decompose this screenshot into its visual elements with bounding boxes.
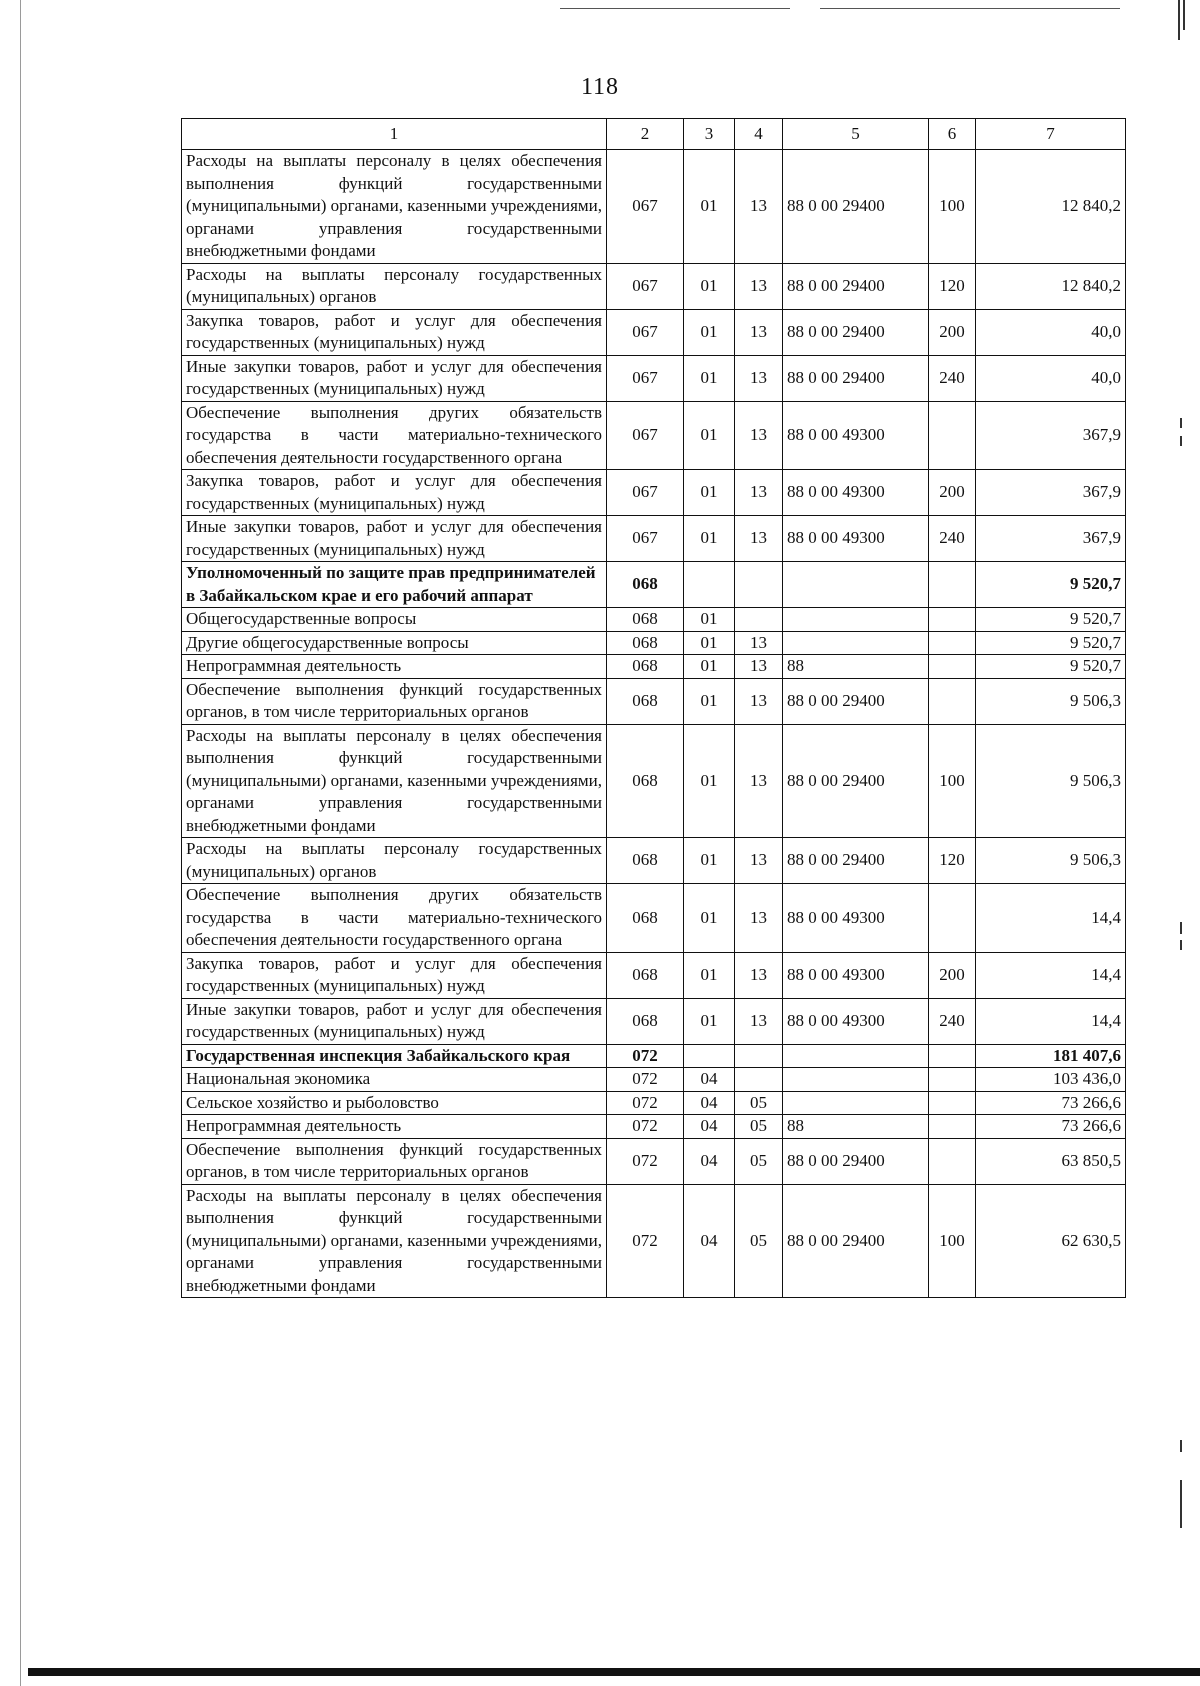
row-amount: 14,4 (976, 998, 1126, 1044)
row-name-cell: Иные закупки товаров, работ и услуг для обеспечения государственных (муниципальных) нужд (182, 516, 607, 562)
row-amount: 181 407,6 (976, 1044, 1126, 1068)
row-name-cell: Уполномоченный по защите прав предпринимателей в Забайкальском крае и его рабочий аппарат (182, 562, 607, 608)
row-gv-code: 067 (607, 470, 684, 516)
row-gv-code: 068 (607, 562, 684, 608)
header-col-7: 7 (976, 119, 1126, 150)
row-name-cell: Иные закупки товаров, работ и услуг для обеспечения государственных (муниципальных) нужд (182, 998, 607, 1044)
header-col-6: 6 (929, 119, 976, 150)
row-section-code: 04 (684, 1184, 735, 1298)
row-target-code: 88 (783, 1115, 929, 1139)
row-target-code: 88 0 00 29400 (783, 309, 929, 355)
row-expense-type-code: 240 (929, 355, 976, 401)
table-row (182, 724, 1126, 838)
row-gv-code: 067 (607, 355, 684, 401)
row-gv-code: 072 (607, 1184, 684, 1298)
row-amount: 63 850,5 (976, 1138, 1126, 1184)
row-subsection-code: 13 (735, 355, 783, 401)
row-expense-type-code (929, 1138, 976, 1184)
row-amount: 9 506,3 (976, 838, 1126, 884)
row-target-code: 88 0 00 49300 (783, 998, 929, 1044)
row-section-code: 01 (684, 724, 735, 838)
row-name-cell: Закупка товаров, работ и услуг для обеспечения государственных (муниципальных) нужд (182, 470, 607, 516)
row-gv-code: 067 (607, 401, 684, 470)
table-row (182, 470, 1126, 516)
row-expense-type-code (929, 401, 976, 470)
row-section-code: 01 (684, 516, 735, 562)
row-amount: 367,9 (976, 470, 1126, 516)
row-amount: 103 436,0 (976, 1068, 1126, 1092)
row-expense-type-code (929, 1068, 976, 1092)
row-gv-code: 067 (607, 309, 684, 355)
table-row (182, 608, 1126, 632)
table-row (182, 952, 1126, 998)
row-amount: 14,4 (976, 952, 1126, 998)
row-section-code: 01 (684, 655, 735, 679)
row-subsection-code: 13 (735, 838, 783, 884)
row-target-code: 88 0 00 29400 (783, 724, 929, 838)
row-section-code (684, 562, 735, 608)
row-amount: 62 630,5 (976, 1184, 1126, 1298)
row-amount: 12 840,2 (976, 150, 1126, 264)
row-section-code: 04 (684, 1115, 735, 1139)
row-amount: 12 840,2 (976, 263, 1126, 309)
row-target-code: 88 0 00 29400 (783, 1138, 929, 1184)
row-gv-code: 068 (607, 631, 684, 655)
row-name-cell: Расходы на выплаты персоналу государственных (муниципальных) органов (182, 263, 607, 309)
row-name-cell: Государственная инспекция Забайкальского края (182, 1044, 607, 1068)
row-name-cell: Непрограммная деятельность (182, 1115, 607, 1139)
header-col-1: 1 (182, 119, 607, 150)
row-subsection-code (735, 608, 783, 632)
row-expense-type-code: 200 (929, 470, 976, 516)
row-amount: 9 520,7 (976, 631, 1126, 655)
page-number: 118 (580, 74, 620, 100)
table-row (182, 998, 1126, 1044)
row-name-cell: Другие общегосударственные вопросы (182, 631, 607, 655)
row-section-code: 01 (684, 608, 735, 632)
row-target-code: 88 0 00 29400 (783, 263, 929, 309)
row-amount: 73 266,6 (976, 1091, 1126, 1115)
row-expense-type-code (929, 1115, 976, 1139)
row-amount: 9 506,3 (976, 724, 1126, 838)
table-row (182, 562, 1126, 608)
row-target-code: 88 (783, 655, 929, 679)
row-target-code: 88 0 00 49300 (783, 884, 929, 953)
row-target-code: 88 0 00 29400 (783, 1184, 929, 1298)
row-expense-type-code (929, 631, 976, 655)
table-row (182, 1091, 1126, 1115)
row-section-code: 01 (684, 150, 735, 264)
row-expense-type-code (929, 562, 976, 608)
row-target-code: 88 0 00 29400 (783, 355, 929, 401)
row-section-code: 01 (684, 401, 735, 470)
row-name-cell: Сельское хозяйство и рыболовство (182, 1091, 607, 1115)
row-target-code (783, 608, 929, 632)
row-expense-type-code (929, 1091, 976, 1115)
row-gv-code: 072 (607, 1115, 684, 1139)
row-section-code: 01 (684, 998, 735, 1044)
row-target-code: 88 0 00 29400 (783, 838, 929, 884)
row-amount: 40,0 (976, 309, 1126, 355)
row-expense-type-code (929, 1044, 976, 1068)
row-section-code: 01 (684, 470, 735, 516)
row-section-code (684, 1044, 735, 1068)
row-subsection-code: 13 (735, 309, 783, 355)
row-expense-type-code: 240 (929, 998, 976, 1044)
row-subsection-code (735, 562, 783, 608)
row-name-cell: Закупка товаров, работ и услуг для обеспечения государственных (муниципальных) нужд (182, 952, 607, 998)
row-subsection-code: 13 (735, 998, 783, 1044)
row-section-code: 01 (684, 263, 735, 309)
row-target-code: 88 0 00 29400 (783, 678, 929, 724)
row-name-cell: Расходы на выплаты персоналу в целях обеспечения выполнения функций государственными (муниципальными) органами, казенными учреждениями, органами управления государственными внебюджетными фондами (182, 1184, 607, 1298)
table-row (182, 678, 1126, 724)
row-name-cell: Иные закупки товаров, работ и услуг для обеспечения государственных (муниципальных) нужд (182, 355, 607, 401)
row-gv-code: 067 (607, 263, 684, 309)
row-subsection-code: 13 (735, 263, 783, 309)
scan-top-rule (560, 8, 790, 9)
row-gv-code: 072 (607, 1138, 684, 1184)
row-gv-code: 068 (607, 678, 684, 724)
row-subsection-code: 13 (735, 724, 783, 838)
row-amount: 9 506,3 (976, 678, 1126, 724)
row-name-cell: Расходы на выплаты персоналу в целях обеспечения выполнения функций государственными (муниципальными) органами, казенными учреждениями, органами управления государственными внебюджетными фондами (182, 724, 607, 838)
row-name-cell: Обеспечение выполнения других обязательств государства в части материально-технического обеспечения деятельности государственного органа (182, 884, 607, 953)
row-subsection-code: 13 (735, 631, 783, 655)
row-name-cell: Общегосударственные вопросы (182, 608, 607, 632)
row-amount: 367,9 (976, 516, 1126, 562)
row-gv-code: 068 (607, 724, 684, 838)
row-expense-type-code: 200 (929, 309, 976, 355)
table-row (182, 355, 1126, 401)
scan-top-rule-2 (820, 8, 1120, 9)
table-row (182, 516, 1126, 562)
row-amount: 9 520,7 (976, 562, 1126, 608)
row-gv-code: 068 (607, 952, 684, 998)
table-row (182, 838, 1126, 884)
row-section-code: 04 (684, 1138, 735, 1184)
table-row (182, 884, 1126, 953)
table-row (182, 1044, 1126, 1068)
row-name-cell: Обеспечение выполнения функций государственных органов, в том числе территориальных органов (182, 1138, 607, 1184)
row-amount: 40,0 (976, 355, 1126, 401)
row-target-code (783, 631, 929, 655)
table-body (182, 150, 1126, 1298)
row-subsection-code: 05 (735, 1115, 783, 1139)
table-row (182, 1184, 1126, 1298)
row-section-code: 01 (684, 355, 735, 401)
row-subsection-code (735, 1068, 783, 1092)
table-row (182, 263, 1126, 309)
row-gv-code: 072 (607, 1091, 684, 1115)
row-amount: 9 520,7 (976, 655, 1126, 679)
header-col-3: 3 (684, 119, 735, 150)
row-expense-type-code: 120 (929, 838, 976, 884)
table-row (182, 401, 1126, 470)
row-amount: 73 266,6 (976, 1115, 1126, 1139)
row-section-code: 04 (684, 1068, 735, 1092)
row-subsection-code: 13 (735, 884, 783, 953)
row-expense-type-code (929, 608, 976, 632)
row-expense-type-code: 100 (929, 150, 976, 264)
scan-right-marks (1172, 0, 1186, 1686)
row-subsection-code: 05 (735, 1091, 783, 1115)
row-name-cell: Непрограммная деятельность (182, 655, 607, 679)
row-target-code (783, 562, 929, 608)
row-section-code: 01 (684, 952, 735, 998)
row-target-code: 88 0 00 29400 (783, 150, 929, 264)
row-expense-type-code: 200 (929, 952, 976, 998)
row-name-cell: Обеспечение выполнения других обязательств государства в части материально-технического обеспечения деятельности государственного органа (182, 401, 607, 470)
row-target-code (783, 1044, 929, 1068)
row-expense-type-code: 240 (929, 516, 976, 562)
row-subsection-code (735, 1044, 783, 1068)
row-gv-code: 068 (607, 608, 684, 632)
row-gv-code: 067 (607, 516, 684, 562)
row-gv-code: 067 (607, 150, 684, 264)
row-target-code: 88 0 00 49300 (783, 516, 929, 562)
row-gv-code: 072 (607, 1068, 684, 1092)
row-expense-type-code: 100 (929, 1184, 976, 1298)
row-name-cell: Закупка товаров, работ и услуг для обеспечения государственных (муниципальных) нужд (182, 309, 607, 355)
table-row (182, 631, 1126, 655)
row-target-code (783, 1068, 929, 1092)
table-row (182, 1115, 1126, 1139)
row-section-code: 01 (684, 309, 735, 355)
row-section-code: 01 (684, 678, 735, 724)
row-section-code: 01 (684, 838, 735, 884)
table-row (182, 1068, 1126, 1092)
row-subsection-code: 13 (735, 470, 783, 516)
row-subsection-code: 13 (735, 678, 783, 724)
table-row (182, 655, 1126, 679)
row-name-cell: Национальная экономика (182, 1068, 607, 1092)
table-row (182, 150, 1126, 264)
row-subsection-code: 13 (735, 952, 783, 998)
row-expense-type-code: 120 (929, 263, 976, 309)
row-amount: 14,4 (976, 884, 1126, 953)
row-name-cell: Расходы на выплаты персоналу государственных (муниципальных) органов (182, 838, 607, 884)
row-expense-type-code (929, 678, 976, 724)
row-name-cell: Обеспечение выполнения функций государственных органов, в том числе территориальных органов (182, 678, 607, 724)
row-expense-type-code (929, 884, 976, 953)
row-expense-type-code (929, 655, 976, 679)
row-subsection-code: 05 (735, 1184, 783, 1298)
row-gv-code: 072 (607, 1044, 684, 1068)
row-section-code: 01 (684, 631, 735, 655)
row-target-code (783, 1091, 929, 1115)
scan-bottom-bar (28, 1668, 1200, 1676)
header-col-4: 4 (735, 119, 783, 150)
row-gv-code: 068 (607, 998, 684, 1044)
table-row (182, 1138, 1126, 1184)
header-col-2: 2 (607, 119, 684, 150)
row-gv-code: 068 (607, 884, 684, 953)
row-target-code: 88 0 00 49300 (783, 470, 929, 516)
row-expense-type-code: 100 (929, 724, 976, 838)
row-gv-code: 068 (607, 655, 684, 679)
row-target-code: 88 0 00 49300 (783, 401, 929, 470)
row-subsection-code: 13 (735, 655, 783, 679)
row-target-code: 88 0 00 49300 (783, 952, 929, 998)
row-amount: 367,9 (976, 401, 1126, 470)
row-subsection-code: 13 (735, 401, 783, 470)
header-col-5: 5 (783, 119, 929, 150)
row-subsection-code: 13 (735, 516, 783, 562)
row-name-cell: Расходы на выплаты персоналу в целях обеспечения выполнения функций государственными (муниципальными) органами, казенными учреждениями, органами управления государственными внебюджетными фондами (182, 150, 607, 264)
budget-table (181, 118, 1126, 1298)
row-amount: 9 520,7 (976, 608, 1126, 632)
row-subsection-code: 13 (735, 150, 783, 264)
header-row (182, 119, 1126, 150)
row-subsection-code: 05 (735, 1138, 783, 1184)
scan-left-edge (0, 0, 21, 1686)
row-section-code: 04 (684, 1091, 735, 1115)
row-section-code: 01 (684, 884, 735, 953)
row-gv-code: 068 (607, 838, 684, 884)
table-row (182, 309, 1126, 355)
